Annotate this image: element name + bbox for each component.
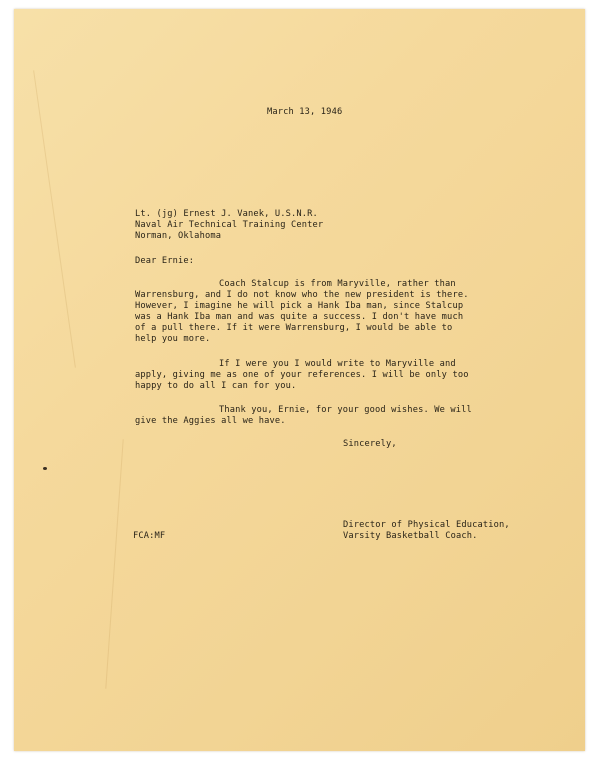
ink-mark <box>43 467 47 470</box>
body-paragraph-3-line: give the Aggies all we have. <box>135 416 286 426</box>
body-paragraph-2-line: happy to do all I can for you. <box>135 381 297 391</box>
letter-page <box>14 9 585 751</box>
body-paragraph-2-line: apply, giving me as one of your references. I will be only too <box>135 370 469 380</box>
salutation: Dear Ernie: <box>135 256 195 266</box>
body-paragraph-1-line: However, I imagine he will pick a Hank Iba man, since Stalcup <box>135 301 464 311</box>
recipient-name: Lt. (jg) Ernest J. Vanek, U.S.N.R. <box>135 209 318 219</box>
recipient-organization: Naval Air Technical Training Center <box>135 220 324 230</box>
body-paragraph-1-line: of a pull there. If it were Warrensburg, I would be able to <box>135 323 453 333</box>
body-paragraph-1-line: Coach Stalcup is from Maryville, rather than <box>219 279 456 289</box>
body-paragraph-1-line: was a Hank Iba man and was quite a success. I don't have much <box>135 312 464 322</box>
body-paragraph-1-line: help you more. <box>135 334 211 344</box>
body-paragraph-2-line: If I were you I would write to Maryville and <box>219 359 456 369</box>
paper-crease <box>105 439 123 688</box>
body-paragraph-3-line: Thank you, Ernie, for your good wishes. We will <box>219 405 472 415</box>
closing: Sincerely, <box>343 439 397 449</box>
letter-date: March 13, 1946 <box>267 107 343 117</box>
typist-initials: FCA:MF <box>133 531 166 541</box>
signature-title: Varsity Basketball Coach. <box>343 531 478 541</box>
body-paragraph-1-line: Warrensburg, and I do not know who the new president is there. <box>135 290 469 300</box>
signature-title: Director of Physical Education, <box>343 520 510 530</box>
paper-crease <box>33 70 76 367</box>
recipient-city: Norman, Oklahoma <box>135 231 222 241</box>
